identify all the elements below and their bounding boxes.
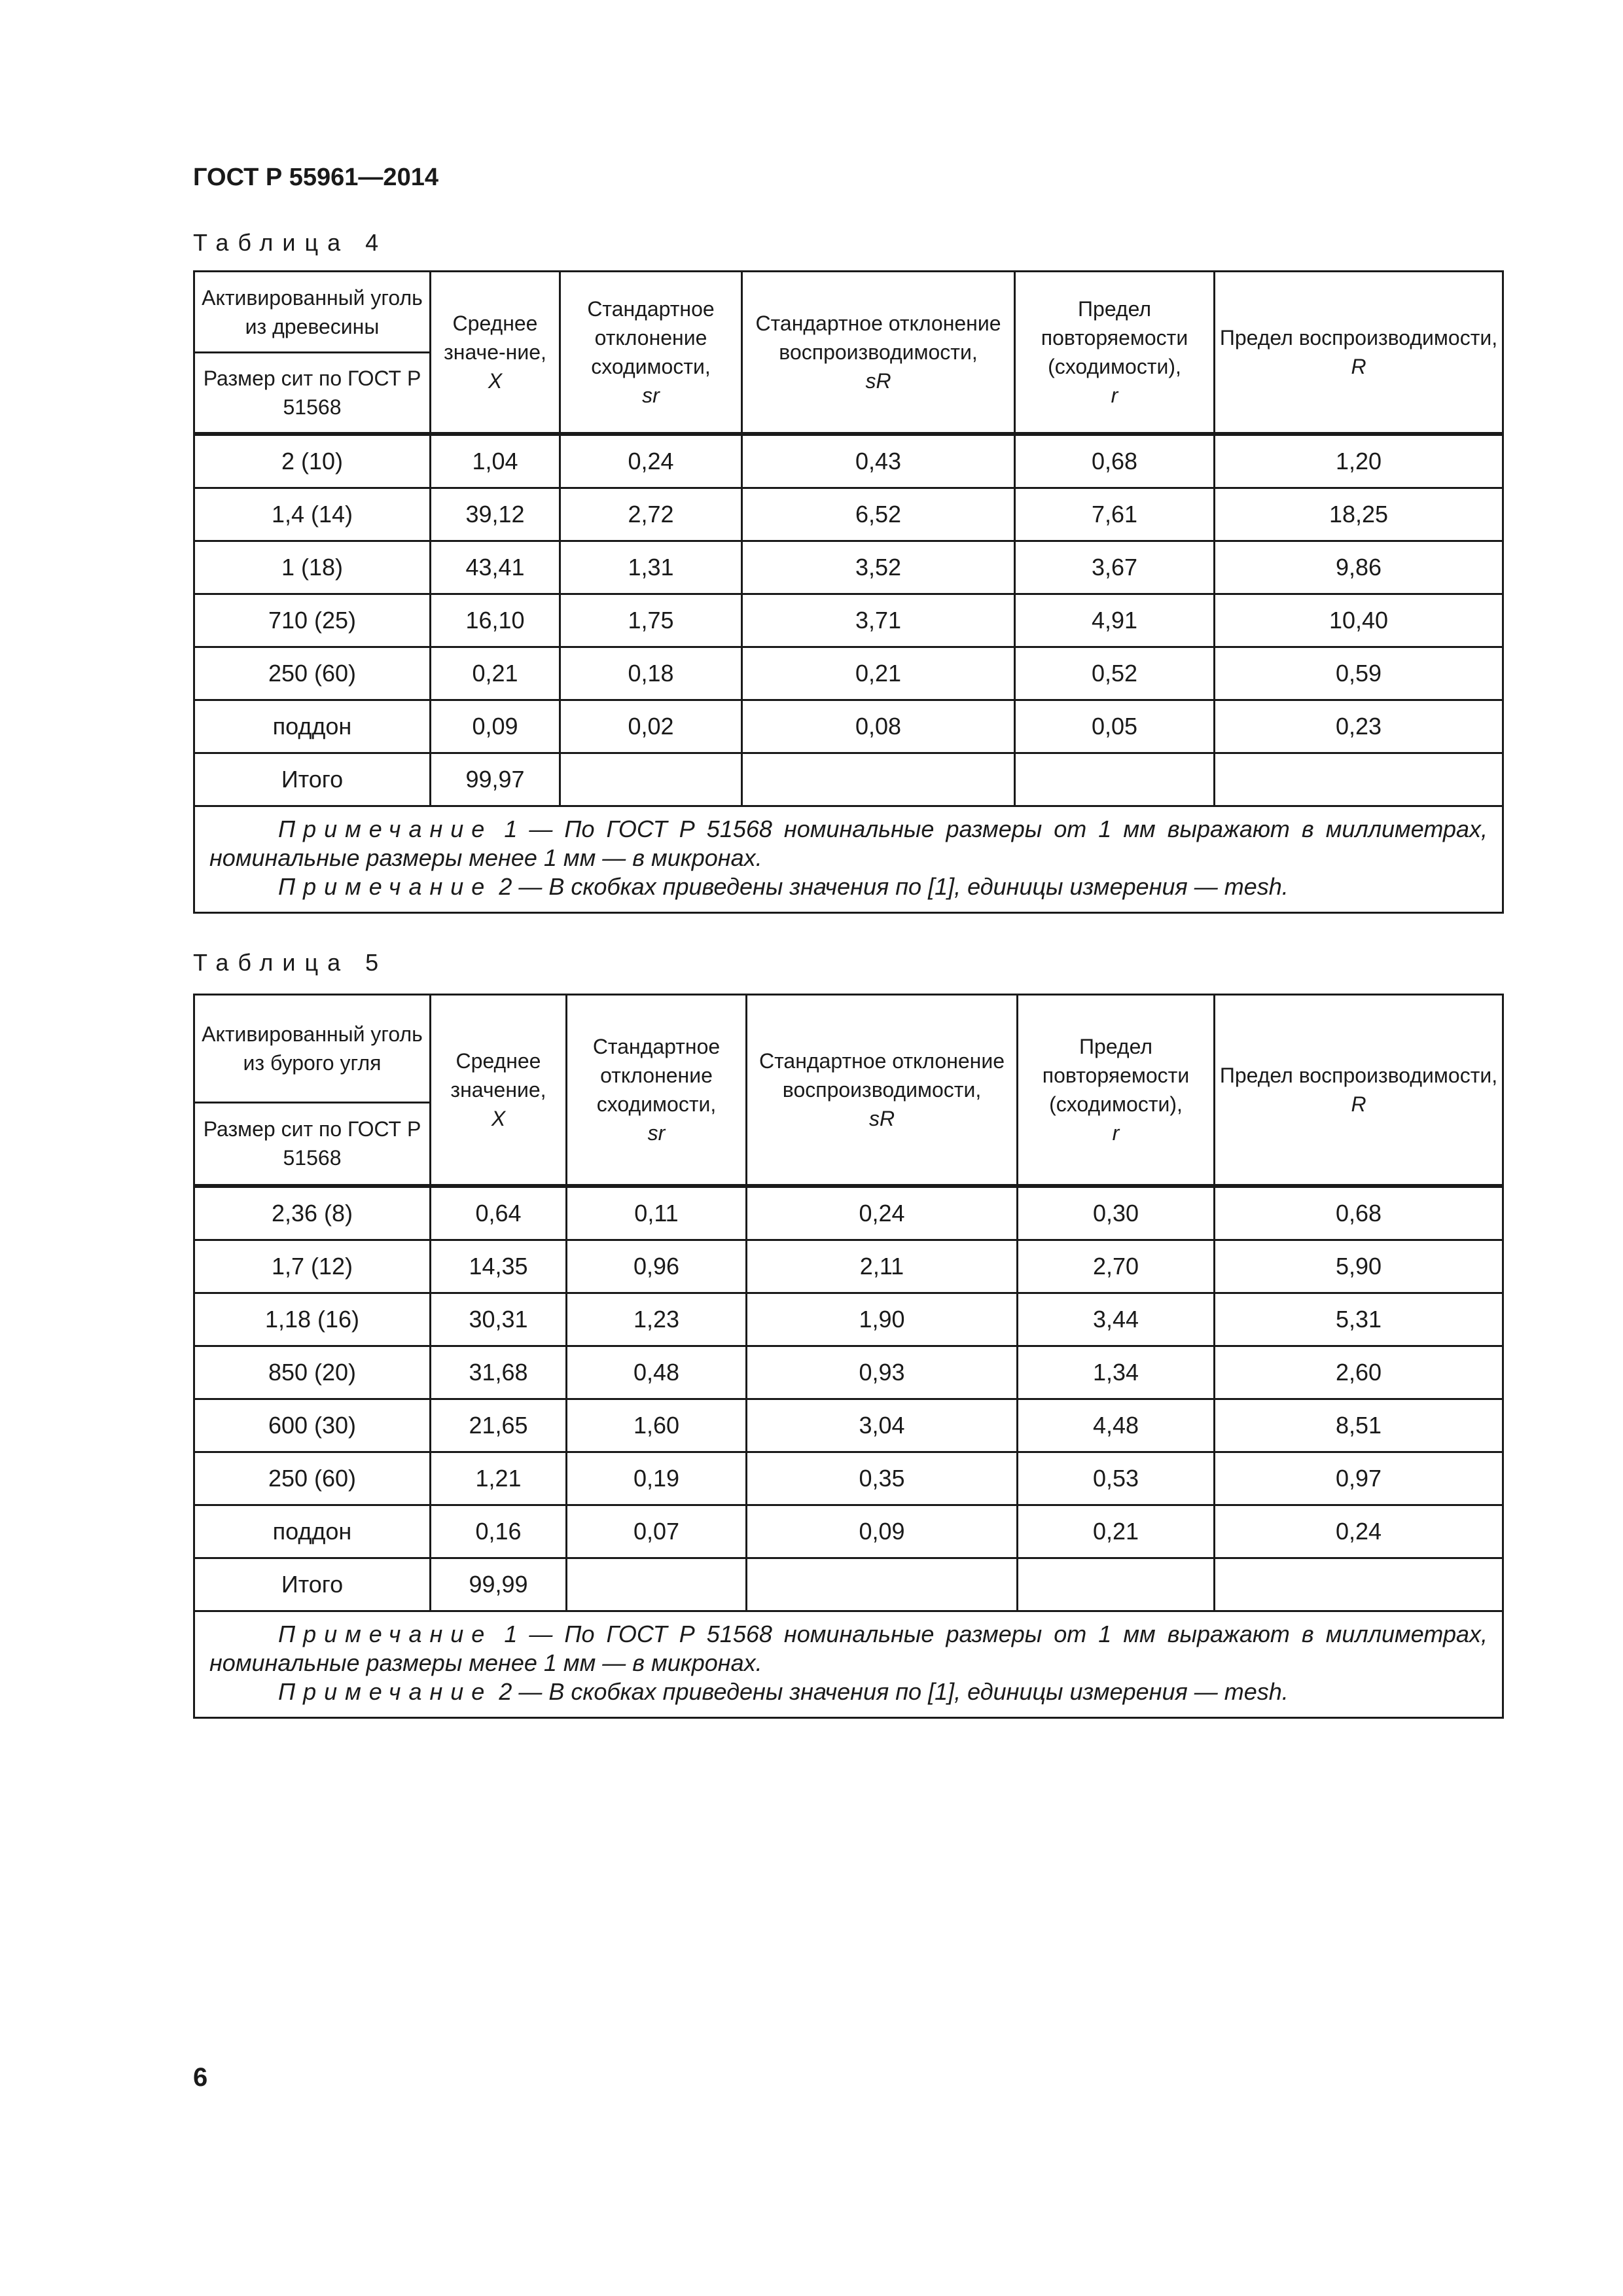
- cell: 0,21: [1018, 1505, 1215, 1558]
- table-total-row: [194, 753, 1503, 806]
- table4-header-mean: [431, 272, 560, 434]
- cell: 1,60: [567, 1399, 747, 1452]
- table-row: [194, 594, 1503, 647]
- total-value: 99,99: [431, 1558, 567, 1611]
- table5-header-sieve: Размер сит по ГОСТ Р 51568: [194, 1103, 431, 1186]
- header-label: Стандартное отклонение воспроизводимости,: [759, 1049, 1005, 1102]
- cell: 21,65: [431, 1399, 567, 1452]
- cell: 1,21: [431, 1452, 567, 1505]
- table5-header-r: [1018, 995, 1215, 1186]
- cell: 1,23: [567, 1293, 747, 1346]
- note-1: [209, 815, 1488, 872]
- cell: 1,4 (14): [194, 488, 431, 541]
- header-symbol: R: [1351, 1092, 1366, 1116]
- table-row: [194, 488, 1503, 541]
- table-row: [194, 1505, 1503, 1558]
- table-row: [194, 1399, 1503, 1452]
- header-symbol: X: [491, 1106, 506, 1130]
- table4-header-R: [1215, 272, 1503, 434]
- cell: 6,52: [742, 488, 1015, 541]
- table4-header-sample: Активированный уголь из древесины: [194, 272, 431, 353]
- cell: 0,59: [1215, 647, 1503, 700]
- cell: 10,40: [1215, 594, 1503, 647]
- cell: 2,72: [560, 488, 742, 541]
- table5-notes: [194, 1611, 1503, 1717]
- table4-header-r: [1015, 272, 1215, 434]
- cell: 18,25: [1215, 488, 1503, 541]
- cell: 1,20: [1215, 434, 1503, 488]
- cell: 0,18: [560, 647, 742, 700]
- table4-notes: [194, 806, 1503, 912]
- cell: 39,12: [431, 488, 560, 541]
- cell: 0,02: [560, 700, 742, 753]
- table-row: [194, 1346, 1503, 1399]
- cell: 0,09: [747, 1505, 1018, 1558]
- header-label: Среднее значение,: [450, 1049, 546, 1102]
- cell: 1,18 (16): [194, 1293, 431, 1346]
- header-label: Стандартное отклонение сходимости,: [587, 296, 715, 378]
- header-symbol: r: [1112, 1121, 1120, 1145]
- note-text: 1 — По ГОСТ Р 51568 номинальные размеры от 1 мм выражают в миллиметрах, номинальные размеры менее 1 мм — в микронах.: [209, 1620, 1488, 1676]
- cell: 0,23: [1215, 700, 1503, 753]
- header-label: Предел повторяемости (сходимости),: [1041, 296, 1188, 378]
- cell: [747, 1558, 1018, 1611]
- header-symbol: sr: [642, 383, 660, 407]
- table-row: [194, 1293, 1503, 1346]
- table4-header-sr: [560, 272, 742, 434]
- cell: 1,75: [560, 594, 742, 647]
- header-label: Предел повторяемости (сходимости),: [1042, 1034, 1190, 1116]
- table4: [193, 270, 1504, 914]
- cell: 0,68: [1215, 1186, 1503, 1240]
- table4-caption: Таблица 4: [193, 229, 388, 256]
- table-notes-row: [194, 806, 1503, 912]
- cell: 250 (60): [194, 647, 431, 700]
- cell: 7,61: [1015, 488, 1215, 541]
- cell: 0,05: [1015, 700, 1215, 753]
- cell: 1,04: [431, 434, 560, 488]
- table5-caption: Таблица 5: [193, 949, 388, 976]
- table-row: [194, 541, 1503, 594]
- cell: 2,11: [747, 1240, 1018, 1293]
- table-row: [194, 1186, 1503, 1240]
- header-label: Стандартное отклонение сходимости,: [592, 1034, 721, 1116]
- table5: [193, 994, 1504, 1719]
- cell: поддон: [194, 700, 431, 753]
- cell: 3,04: [747, 1399, 1018, 1452]
- table5-header-R: [1215, 995, 1503, 1186]
- cell: 0,24: [560, 434, 742, 488]
- table-total-row: [194, 1558, 1503, 1611]
- cell: 2,36 (8): [194, 1186, 431, 1240]
- table-row: [194, 700, 1503, 753]
- cell: 8,51: [1215, 1399, 1503, 1452]
- cell: 0,11: [567, 1186, 747, 1240]
- cell: 850 (20): [194, 1346, 431, 1399]
- cell: 3,52: [742, 541, 1015, 594]
- cell: 0,96: [567, 1240, 747, 1293]
- header-label: Среднее значе-ние,: [444, 311, 546, 364]
- cell: [567, 1558, 747, 1611]
- cell: 3,71: [742, 594, 1015, 647]
- cell: 0,53: [1018, 1452, 1215, 1505]
- cell: 1,31: [560, 541, 742, 594]
- table-row: [194, 1240, 1503, 1293]
- header-symbol: X: [488, 368, 503, 393]
- table4-header-sieve: Размер сит по ГОСТ Р 51568: [194, 353, 431, 434]
- cell: 1,90: [747, 1293, 1018, 1346]
- cell: 5,90: [1215, 1240, 1503, 1293]
- cell: 16,10: [431, 594, 560, 647]
- cell: 0,64: [431, 1186, 567, 1240]
- note-text: 2 — В скобках приведены значения по [1], единицы измерения — mesh.: [492, 1677, 1289, 1705]
- table-notes-row: [194, 1611, 1503, 1717]
- cell: 3,44: [1018, 1293, 1215, 1346]
- cell: 0,68: [1015, 434, 1215, 488]
- cell: 1,7 (12): [194, 1240, 431, 1293]
- cell: [1018, 1558, 1215, 1611]
- cell: 4,48: [1018, 1399, 1215, 1452]
- note-1: [209, 1620, 1488, 1677]
- cell: 0,43: [742, 434, 1015, 488]
- cell: 0,09: [431, 700, 560, 753]
- cell: 250 (60): [194, 1452, 431, 1505]
- cell: 1 (18): [194, 541, 431, 594]
- cell: [1015, 753, 1215, 806]
- note-text: 2 — В скобках приведены значения по [1], единицы измерения — mesh.: [492, 872, 1289, 900]
- note-label: Примечание: [278, 1677, 493, 1705]
- table-row: [194, 647, 1503, 700]
- cell: 2,70: [1018, 1240, 1215, 1293]
- note-2: [209, 1677, 1488, 1706]
- cell: 0,97: [1215, 1452, 1503, 1505]
- total-value: 99,97: [431, 753, 560, 806]
- header-symbol: R: [1351, 354, 1366, 378]
- cell: 2,60: [1215, 1346, 1503, 1399]
- cell: [1215, 1558, 1503, 1611]
- cell: 5,31: [1215, 1293, 1503, 1346]
- note-text: 1 — По ГОСТ Р 51568 номинальные размеры от 1 мм выражают в миллиметрах, номинальные размеры менее 1 мм — в микронах.: [209, 815, 1488, 871]
- total-label: Итого: [194, 753, 431, 806]
- cell: поддон: [194, 1505, 431, 1558]
- cell: 1,34: [1018, 1346, 1215, 1399]
- cell: 0,21: [742, 647, 1015, 700]
- header-symbol: sR: [865, 368, 891, 393]
- table5-header-sample: Активированный уголь из бурого угля: [194, 995, 431, 1103]
- table5-header-sr: [567, 995, 747, 1186]
- note-label: Примечание: [278, 872, 493, 900]
- note-label: Примечание: [278, 1620, 493, 1647]
- cell: 0,48: [567, 1346, 747, 1399]
- cell: 0,16: [431, 1505, 567, 1558]
- cell: 31,68: [431, 1346, 567, 1399]
- cell: 0,52: [1015, 647, 1215, 700]
- cell: [742, 753, 1015, 806]
- header-symbol: sr: [647, 1121, 666, 1145]
- cell: 30,31: [431, 1293, 567, 1346]
- cell: 0,24: [747, 1186, 1018, 1240]
- total-label: Итого: [194, 1558, 431, 1611]
- cell: 43,41: [431, 541, 560, 594]
- header-symbol: sR: [868, 1106, 895, 1130]
- cell: 600 (30): [194, 1399, 431, 1452]
- table5-header-mean: [431, 995, 567, 1186]
- cell: 0,30: [1018, 1186, 1215, 1240]
- document-id: ГОСТ Р 55961—2014: [193, 164, 438, 191]
- cell: 4,91: [1015, 594, 1215, 647]
- cell: 710 (25): [194, 594, 431, 647]
- page-number: 6: [193, 2063, 208, 2092]
- cell: 3,67: [1015, 541, 1215, 594]
- cell: 9,86: [1215, 541, 1503, 594]
- cell: 2 (10): [194, 434, 431, 488]
- note-label: Примечание: [278, 815, 493, 842]
- table4-header-sR: [742, 272, 1015, 434]
- cell: 0,24: [1215, 1505, 1503, 1558]
- cell: [560, 753, 742, 806]
- header-label: Предел воспроизводимости,: [1219, 1063, 1498, 1087]
- cell: 0,21: [431, 647, 560, 700]
- note-2: [209, 872, 1488, 901]
- cell: [1215, 753, 1503, 806]
- header-label: Стандартное отклонение воспроизводимости,: [755, 311, 1001, 364]
- cell: 0,08: [742, 700, 1015, 753]
- cell: 14,35: [431, 1240, 567, 1293]
- cell: 0,35: [747, 1452, 1018, 1505]
- table5-header-sR: [747, 995, 1018, 1186]
- table-row: [194, 434, 1503, 488]
- cell: 0,19: [567, 1452, 747, 1505]
- cell: 0,07: [567, 1505, 747, 1558]
- header-symbol: r: [1111, 383, 1118, 407]
- cell: 0,93: [747, 1346, 1018, 1399]
- header-label: Предел воспроизводимости,: [1219, 325, 1498, 350]
- table-row: [194, 1452, 1503, 1505]
